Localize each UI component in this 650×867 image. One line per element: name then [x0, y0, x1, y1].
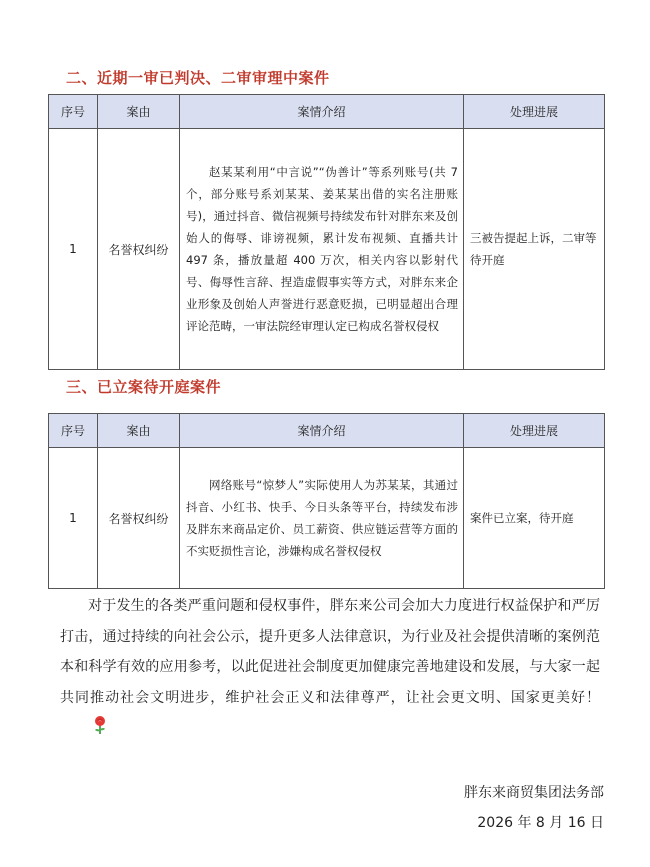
signature-date: 2026 年 8 月 16 日	[477, 815, 604, 831]
header-number: 序号	[49, 414, 98, 448]
signature-org: 胖东来商贸集团法务部	[464, 785, 604, 801]
header-cause: 案由	[98, 95, 180, 129]
cell-number: 1	[49, 448, 98, 589]
closing-paragraph	[60, 591, 600, 747]
cell-description: 赵某某利用“中言说”“伪善计”等系列账号(共 7 个，部分账号系刘某某、姜某某出借的实名注册账号)，通过抖音、微信视频号持续发布针对胖东来及创始人的侮辱、诽谤视频，累计发布视频、直播共计 497 条，播放量超 400 万次，相关内容以影射代号、侮辱性言辞、捏造虚假事实等方式，对胖东来企业形象及创始人声誉进行恶意贬损，已明显超出合理评论范畴，一审法院经审理认定已构成名誉权侵权	[180, 129, 464, 370]
header-description: 案情介绍	[180, 414, 464, 448]
cell-progress: 案件已立案，待开庭	[464, 448, 605, 589]
signature-block	[464, 778, 604, 838]
header-progress: 处理进展	[464, 414, 605, 448]
section-2-title: 二、近期一审已判决、二审审理中案件	[66, 69, 330, 87]
header-cause: 案由	[98, 414, 180, 448]
cell-description: 网络账号“惊梦人”实际使用人为苏某某，其通过抖音、小红书、快手、今日头条等平台，持续发布涉及胖东来商品定价、员工薪资、供应链运营等方面的不实贬损性言论，涉嫌构成名誉权侵权	[180, 448, 464, 589]
cell-progress: 三被告提起上诉，二审等待开庭	[464, 129, 605, 370]
table-row	[49, 129, 605, 370]
cell-number: 1	[49, 129, 98, 370]
closing-text: 对于发生的各类严重问题和侵权事件，胖东来公司会加大力度进行权益保护和严厉打击，通过持续的向社会公示，提升更多人法律意识，为行业及社会提供清晰的案例范本和科学有效的应用参考，以此促进社会制度更加健康完善地建设和发展，与大家一起共同推动社会文明进步，维护社会正义和法律尊严，让社会更文明、国家更美好！	[60, 598, 600, 706]
cell-cause: 名誉权纠纷	[98, 129, 180, 370]
header-progress: 处理进展	[464, 95, 605, 129]
rose-icon	[63, 715, 109, 747]
table-row	[49, 448, 605, 589]
case-table-section-2	[48, 94, 605, 370]
table-header-row	[49, 414, 605, 448]
table-header-row	[49, 95, 605, 129]
header-number: 序号	[49, 95, 98, 129]
section-3-title: 三、已立案待开庭案件	[66, 378, 222, 396]
header-description: 案情介绍	[180, 95, 464, 129]
cell-cause: 名誉权纠纷	[98, 448, 180, 589]
case-table-section-3	[48, 413, 605, 589]
